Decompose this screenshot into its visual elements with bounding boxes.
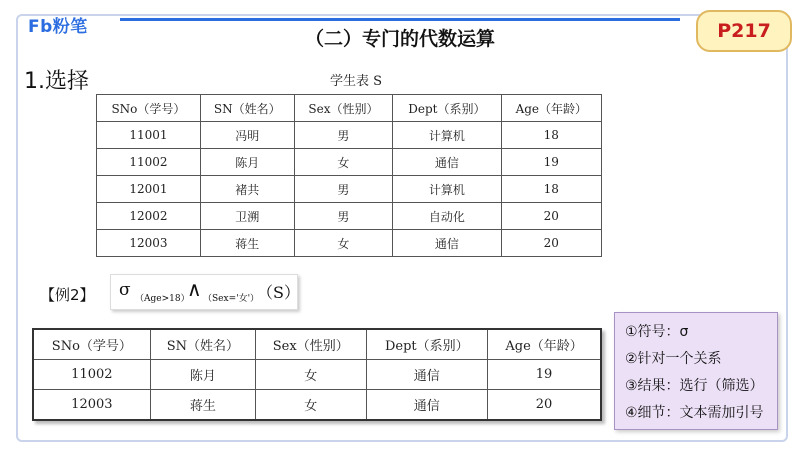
formula-condition-sex: （Sex='女'） xyxy=(203,294,260,304)
column-header: Age（年龄） xyxy=(501,95,601,122)
table-cell: 女 xyxy=(255,360,366,390)
table-cell: 女 xyxy=(294,149,393,176)
table-cell: 20 xyxy=(501,203,601,230)
brand-logo: Fb粉笔 xyxy=(28,17,88,37)
table-cell: 12003 xyxy=(33,390,150,421)
selection-formula xyxy=(110,274,298,310)
example-label: 【例2】 xyxy=(40,286,95,304)
table-cell: 陈月 xyxy=(150,360,255,390)
table-row xyxy=(97,176,602,203)
table-cell: 计算机 xyxy=(393,176,501,203)
table-cell: 男 xyxy=(294,203,393,230)
slide-title: （二）专门的代数运算 xyxy=(304,28,495,50)
table-cell: 褚共 xyxy=(200,176,294,203)
table-cell: 蒋生 xyxy=(150,390,255,421)
note-item: ④细节：文本需加引号 xyxy=(625,405,764,421)
table-row xyxy=(33,390,601,421)
table-cell: 卫溯 xyxy=(200,203,294,230)
table-row xyxy=(33,360,601,390)
header-divider xyxy=(120,18,680,21)
table-caption: 学生表 S xyxy=(329,74,383,89)
table-cell: 男 xyxy=(294,176,393,203)
table-cell: 女 xyxy=(255,390,366,421)
and-operator: ∧ xyxy=(187,277,202,301)
table-row xyxy=(97,122,602,149)
notes-box xyxy=(614,312,778,430)
table-cell: 20 xyxy=(488,390,601,421)
column-header: SN（姓名） xyxy=(150,329,255,360)
column-header: Dept（系别） xyxy=(393,95,501,122)
student-table xyxy=(96,94,602,257)
table-cell: 20 xyxy=(501,230,601,257)
table-cell: 计算机 xyxy=(393,122,501,149)
table-cell: 冯明 xyxy=(200,122,294,149)
column-header: SN（姓名） xyxy=(200,95,294,122)
table-header-row xyxy=(97,95,602,122)
table-cell: 女 xyxy=(294,230,393,257)
table-cell: 12001 xyxy=(97,176,201,203)
table-cell: 陈月 xyxy=(200,149,294,176)
result-table xyxy=(32,328,602,421)
table-row xyxy=(97,203,602,230)
page-badge: P217 xyxy=(696,10,792,52)
table-cell: 12003 xyxy=(97,230,201,257)
column-header: Age（年龄） xyxy=(488,329,601,360)
formula-condition-age: （Age>18） xyxy=(135,294,190,304)
column-header: SNo（学号） xyxy=(33,329,150,360)
column-header: Dept（系别） xyxy=(366,329,488,360)
note-item: ②针对一个关系 xyxy=(625,351,722,367)
table-cell: 19 xyxy=(501,149,601,176)
sigma-symbol: σ xyxy=(119,280,131,300)
note-item: ①符号：σ xyxy=(625,324,689,340)
section-heading: 1.选择 xyxy=(24,69,89,94)
column-header: SNo（学号） xyxy=(97,95,201,122)
table-cell: 11001 xyxy=(97,122,201,149)
table-header-row xyxy=(33,329,601,360)
table-cell: 19 xyxy=(488,360,601,390)
table-cell: 男 xyxy=(294,122,393,149)
table-cell: 通信 xyxy=(393,149,501,176)
table-cell: 通信 xyxy=(366,360,488,390)
column-header: Sex（性别） xyxy=(294,95,393,122)
table-row xyxy=(97,230,602,257)
table-cell: 18 xyxy=(501,122,601,149)
column-header: Sex（性别） xyxy=(255,329,366,360)
table-cell: 通信 xyxy=(393,230,501,257)
table-cell: 12002 xyxy=(97,203,201,230)
table-cell: 自动化 xyxy=(393,203,501,230)
table-cell: 通信 xyxy=(366,390,488,421)
table-cell: 11002 xyxy=(33,360,150,390)
note-item: ③结果：选行（筛选） xyxy=(625,378,764,394)
formula-relation: （S） xyxy=(257,283,300,302)
table-cell: 11002 xyxy=(97,149,201,176)
table-row xyxy=(97,149,602,176)
table-cell: 18 xyxy=(501,176,601,203)
table-cell: 蒋生 xyxy=(200,230,294,257)
